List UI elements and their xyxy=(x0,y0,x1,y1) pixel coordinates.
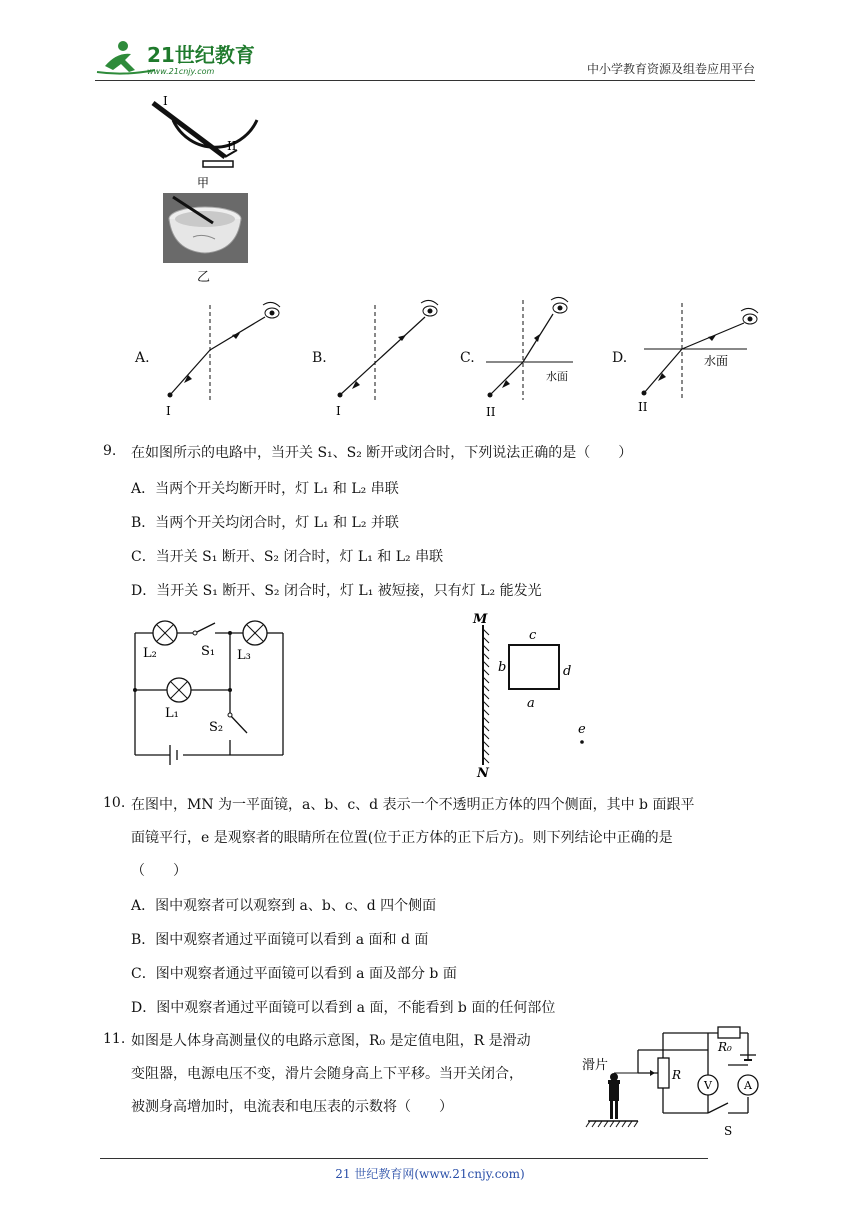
svg-text:R₀: R₀ xyxy=(718,1040,732,1054)
q11-line1: 如图是人体身高测量仪的电路示意图，R₀ 是定值电阻，R 是滑动 xyxy=(131,1033,531,1049)
choice-a-figure xyxy=(160,295,290,424)
svg-text:A: A xyxy=(744,1079,752,1092)
platform-title: 中小学教育资源及组卷应用平台 xyxy=(586,62,755,76)
q11-line3: 被测身高增加时，电流表和电压表的示数将（ ） xyxy=(131,1099,453,1115)
q10-option-c: C．图中观察者通过平面镜可以看到 a 面及部分 b 面 xyxy=(131,966,457,982)
height-meter-figure xyxy=(578,1025,763,1144)
q9-option-d: D．当开关 S₁ 断开、S₂ 闭合时，灯 L₁ 被短接，只有灯 L₂ 能发光 xyxy=(131,583,542,599)
svg-text:I: I xyxy=(163,95,168,108)
choice-c-figure xyxy=(478,290,598,424)
mirror-figure xyxy=(465,605,595,784)
svg-text:L₃: L₃ xyxy=(237,648,251,663)
svg-text:d: d xyxy=(563,664,572,679)
figure-jia xyxy=(145,95,270,199)
label-yi: 乙 xyxy=(197,270,211,285)
q11-line2: 变阻器，电源电压不变，滑片会随身高上下平移。当开关闭合， xyxy=(131,1066,523,1082)
q10-option-d: D．图中观察者通过平面镜可以看到 a 面，不能看到 b 面的任何部位 xyxy=(131,1000,556,1016)
svg-text:c: c xyxy=(529,628,537,643)
bowl-photo xyxy=(163,193,248,263)
q9-number: 9. xyxy=(103,443,117,459)
svg-text:II: II xyxy=(638,400,648,414)
choice-b-letter: B. xyxy=(312,350,327,366)
svg-text:N: N xyxy=(477,766,489,780)
header-divider xyxy=(95,80,755,81)
svg-text:www.21cnjy.com: www.21cnjy.com xyxy=(147,67,215,76)
q9-option-a: A．当两个开关均断开时，灯 L₁ 和 L₂ 串联 xyxy=(131,481,399,497)
svg-text:滑片: 滑片 xyxy=(582,1058,609,1073)
q10-option-b: B．图中观察者通过平面镜可以看到 a 面和 d 面 xyxy=(131,932,429,948)
footer-text: 21 世纪教育网(www.21cnjy.com) xyxy=(335,1167,525,1181)
q9-stem: 在如图所示的电路中，当开关 S₁、S₂ 断开或闭合时，下列说法正确的是（ ） xyxy=(131,445,633,461)
q10-stem-line1: 在图中，MN 为一平面镜，a、b、c、d 表示一个不透明正方体的四个侧面，其中 b 面跟平 xyxy=(131,797,695,813)
svg-text:S₂: S₂ xyxy=(209,720,224,735)
svg-text:II: II xyxy=(486,405,496,419)
circuit-figure xyxy=(125,615,295,769)
svg-text:L₂: L₂ xyxy=(143,646,157,661)
svg-text:I: I xyxy=(336,404,341,418)
svg-text:S: S xyxy=(724,1124,733,1138)
svg-text:V: V xyxy=(704,1079,712,1092)
choice-c-letter: C. xyxy=(460,350,475,366)
q9-option-c: C．当开关 S₁ 断开、S₂ 闭合时，灯 L₁ 和 L₂ 串联 xyxy=(131,549,444,565)
q10-option-a: A．图中观察者可以观察到 a、b、c、d 四个侧面 xyxy=(131,898,437,914)
choice-d-letter: D. xyxy=(612,350,628,366)
q10-stem-line3: （ ） xyxy=(131,863,187,879)
svg-text:S₁: S₁ xyxy=(201,644,216,659)
svg-text:R: R xyxy=(672,1068,682,1082)
svg-text:e: e xyxy=(578,722,586,737)
svg-text:a: a xyxy=(527,696,535,711)
svg-text:M: M xyxy=(473,612,488,627)
footer-divider xyxy=(100,1158,708,1159)
svg-text:甲: 甲 xyxy=(197,176,210,190)
q9-option-b: B．当两个开关均闭合时，灯 L₁ 和 L₂ 并联 xyxy=(131,515,399,531)
svg-text:II: II xyxy=(227,139,237,153)
q10-number: 10. xyxy=(103,795,126,811)
q11-number: 11. xyxy=(103,1031,126,1047)
choice-b-figure xyxy=(330,295,455,424)
svg-text:水面: 水面 xyxy=(704,354,729,368)
svg-text:21世纪教育: 21世纪教育 xyxy=(147,43,255,67)
site-logo xyxy=(95,36,265,78)
svg-text:I: I xyxy=(166,404,171,418)
svg-text:L₁: L₁ xyxy=(165,706,179,721)
svg-text:水面: 水面 xyxy=(546,370,568,383)
q10-stem-line2: 面镜平行，e 是观察者的眼睛所在位置(位于正方体的正下后方)。则下列结论中正确的是 xyxy=(131,830,673,846)
svg-text:b: b xyxy=(498,660,507,675)
choice-a-letter: A. xyxy=(135,350,150,366)
choice-d-figure xyxy=(632,293,772,422)
